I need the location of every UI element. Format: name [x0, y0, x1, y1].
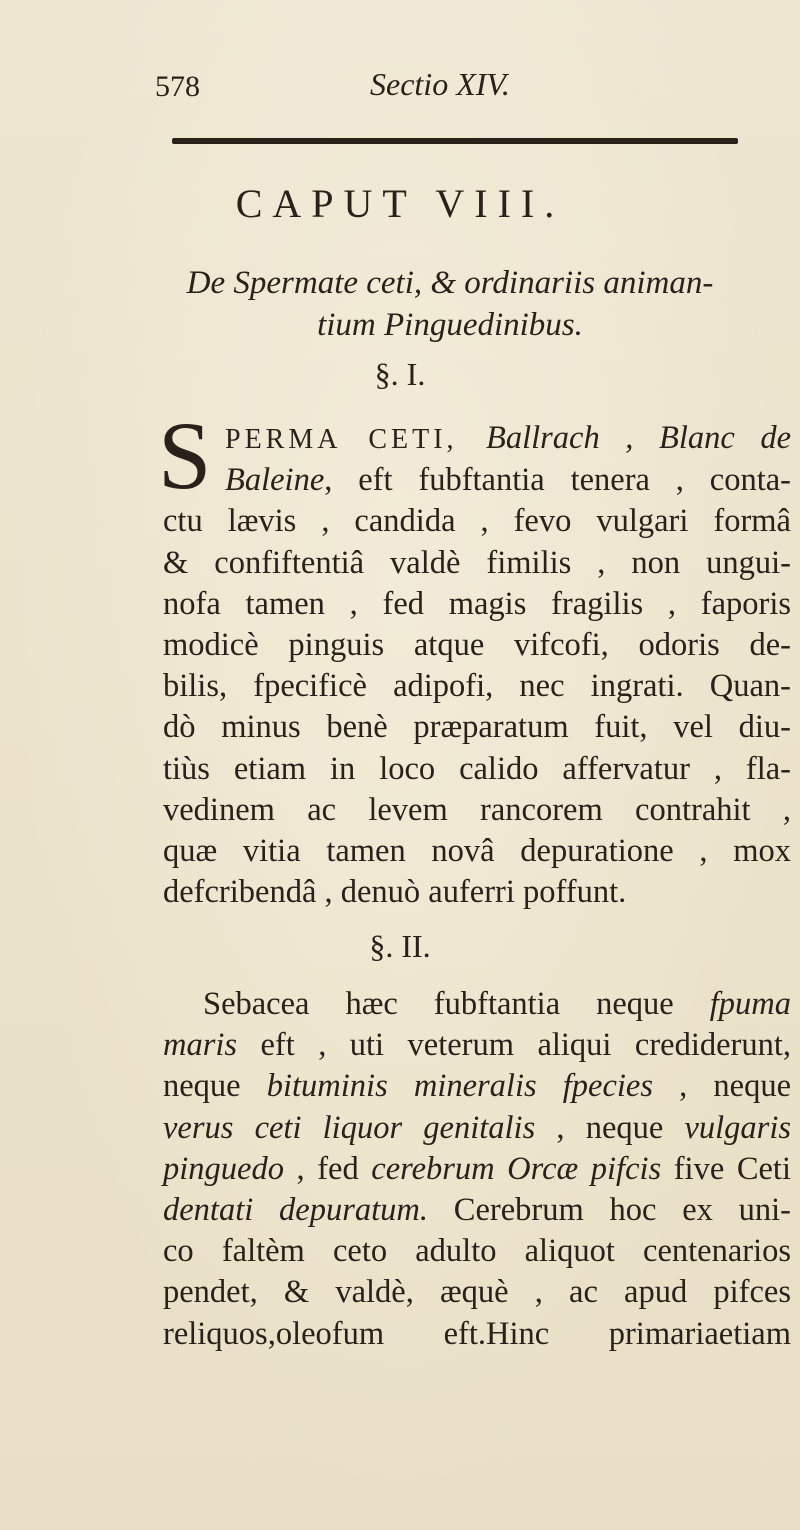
text-line: pinguedo , fed cerebrum Orcæ pifcis five Ceti: [163, 1150, 791, 1187]
running-head: Sectio XIV.: [370, 66, 510, 102]
page-header: [145, 62, 745, 102]
text-line: maris eft , uti veterum aliqui crediderunt,: [163, 1027, 791, 1064]
text-line: PERMA CETI, Ballrach , Blanc de: [225, 420, 792, 456]
text-line: dentati depuratum. Cerebrum hoc ex uni-: [163, 1192, 792, 1229]
text-line: dò minus benè præparatum fuit, vel diu-: [163, 709, 791, 746]
drop-cap: S: [158, 402, 212, 509]
text-line: verus ceti liquor genitalis , neque vulgaris: [163, 1109, 791, 1146]
text-line: defcribendâ , denuò auferri poffunt.: [163, 874, 627, 911]
text-line: neque bituminis mineralis fpecies , neque: [163, 1068, 791, 1105]
text-line: bilis, fpecificè adipofi, nec ingrati. Quan-: [163, 668, 791, 705]
section-mark-2: §. II.: [369, 928, 431, 964]
chapter-subtitle: [150, 262, 750, 346]
page-number: 578: [155, 70, 200, 103]
subtitle-line-2: tium Pinguedinibus.: [317, 307, 583, 343]
text-line: tiùs etiam in loco calido affervatur , fla-: [163, 750, 791, 787]
text-line: & confiftentiâ valdè fimilis , non ungui-: [163, 544, 791, 581]
text-line: co faltèm ceto adulto aliquot centenarios: [163, 1233, 791, 1270]
subtitle-line-1: De Spermate ceti, & ordinariis animan-: [186, 265, 714, 301]
paragraph-1: [158, 402, 792, 913]
section-mark-1: §. I.: [374, 356, 426, 392]
text-line: quæ vitia tamen novâ depuratione , mox: [163, 833, 791, 870]
text-line: pendet, & valdè, æquè , ac apud pifces: [163, 1274, 791, 1311]
text-line: vedinem ac levem rancorem contrahit ,: [163, 791, 791, 828]
text-line: ctu lævis , candida , fevo vulgari formâ: [163, 503, 791, 540]
text-line: nofa tamen , fed magis fragilis , faporis: [163, 585, 791, 622]
text-line: modicè pinguis atque vifcofi, odoris de-: [163, 627, 791, 664]
chapter-title: CAPUT VIII.: [235, 181, 565, 226]
text-line: Sebacea hæc fubftantia neque fpuma: [203, 986, 791, 1022]
text-line: Baleine, eft fubftantia tenera , conta-: [225, 462, 791, 499]
paragraph-2: [163, 984, 791, 1355]
text-line: reliquos,oleofum eft.Hinc primariaetiam: [163, 1315, 791, 1352]
header-rule: [172, 138, 738, 144]
